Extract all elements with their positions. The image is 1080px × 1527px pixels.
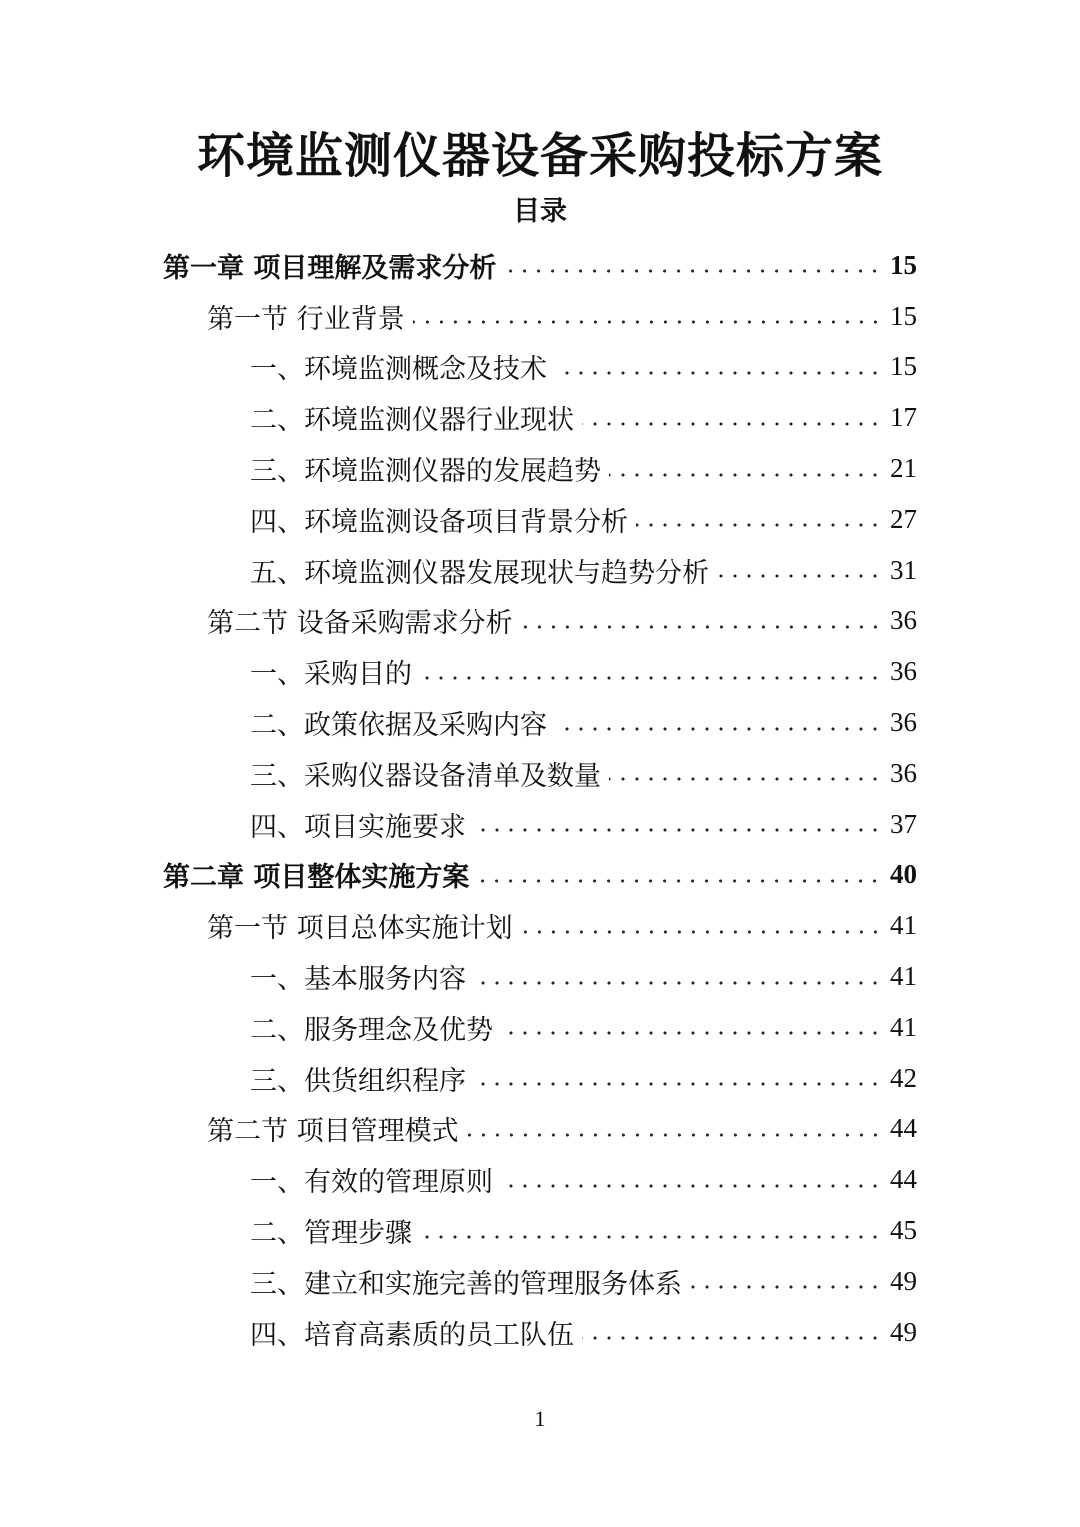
dot-leader bbox=[690, 1285, 882, 1289]
toc-entry-page: 36 bbox=[890, 707, 917, 738]
toc-entry-page: 41 bbox=[890, 1011, 917, 1042]
toc-entry-page: 17 bbox=[890, 402, 917, 433]
dot-leader bbox=[582, 1336, 882, 1340]
toc-entry-page: 41 bbox=[890, 910, 917, 941]
toc-entry-subsection[interactable] bbox=[0, 1256, 1080, 1307]
toc-entry-subsection[interactable] bbox=[0, 1205, 1080, 1256]
toc-entry-page: 15 bbox=[890, 351, 917, 382]
toc-entry-label: 第二章 项目整体实施方案 bbox=[163, 862, 470, 894]
toc-entry-page: 42 bbox=[890, 1062, 917, 1093]
toc-entry-subsection[interactable] bbox=[0, 646, 1080, 697]
toc-entry-label: 二、环境监测仪器行业现状 bbox=[250, 405, 574, 437]
dot-leader bbox=[467, 1133, 882, 1137]
toc-entry-page: 49 bbox=[890, 1316, 917, 1347]
dot-leader bbox=[609, 777, 882, 781]
toc-heading: 目录 bbox=[513, 196, 567, 227]
toc-entry-subsection[interactable] bbox=[0, 1053, 1080, 1104]
toc-entry-page: 31 bbox=[890, 554, 917, 585]
toc-entry-subsection[interactable] bbox=[0, 545, 1080, 596]
dot-leader bbox=[521, 625, 882, 629]
toc-entry-label: 一、有效的管理原则 bbox=[250, 1167, 493, 1199]
toc-entry-label: 一、基本服务内容 bbox=[250, 964, 466, 996]
toc-entry-subsection[interactable] bbox=[0, 799, 1080, 850]
toc-entry-subsection[interactable] bbox=[0, 443, 1080, 494]
dot-leader bbox=[474, 828, 882, 832]
dot-leader bbox=[609, 473, 882, 477]
toc-entry-page: 44 bbox=[890, 1113, 917, 1144]
dot-leader bbox=[501, 1184, 882, 1188]
toc-entry-page: 44 bbox=[890, 1164, 917, 1195]
toc-entry-subsection[interactable] bbox=[0, 342, 1080, 393]
page-number: 1 bbox=[534, 1406, 546, 1431]
toc-entry-page: 15 bbox=[890, 249, 917, 280]
document-title: 环境监测仪器设备采购投标方案 bbox=[196, 128, 883, 184]
toc-entry-section[interactable] bbox=[0, 596, 1080, 647]
toc-entry-label: 三、采购仪器设备清单及数量 bbox=[250, 760, 601, 792]
toc-entry-subsection[interactable] bbox=[0, 951, 1080, 1002]
toc-entry-section[interactable] bbox=[0, 900, 1080, 951]
toc-entry-label: 第一节 行业背景 bbox=[207, 303, 405, 335]
toc-entry-label: 二、服务理念及优势 bbox=[250, 1014, 493, 1046]
toc-entry-page: 15 bbox=[890, 300, 917, 331]
dot-leader bbox=[474, 981, 882, 985]
toc-entry-subsection[interactable] bbox=[0, 494, 1080, 545]
toc-entry-label: 第二节 项目管理模式 bbox=[207, 1116, 459, 1148]
dot-leader bbox=[636, 523, 882, 527]
toc-entry-page: 45 bbox=[890, 1215, 917, 1246]
toc-entry-section[interactable] bbox=[0, 1104, 1080, 1155]
dot-leader bbox=[474, 1082, 882, 1086]
dot-leader bbox=[717, 574, 882, 578]
toc-entry-label: 二、政策依据及采购内容 bbox=[250, 710, 547, 742]
toc-entry-label: 第一章 项目理解及需求分析 bbox=[163, 252, 497, 284]
toc-entry-page: 27 bbox=[890, 503, 917, 534]
toc-entry-subsection[interactable] bbox=[0, 392, 1080, 443]
toc-entry-label: 三、环境监测仪器的发展趋势 bbox=[250, 456, 601, 488]
dot-leader bbox=[555, 727, 882, 731]
toc-entry-page: 36 bbox=[890, 656, 917, 687]
toc-entry-chapter[interactable] bbox=[0, 850, 1080, 901]
toc-entry-label: 第二节 设备采购需求分析 bbox=[207, 608, 513, 640]
table-of-contents bbox=[0, 240, 1080, 1358]
toc-entry-label: 五、环境监测仪器发展现状与趋势分析 bbox=[250, 557, 709, 589]
toc-entry-label: 三、供货组织程序 bbox=[250, 1065, 466, 1097]
dot-leader bbox=[420, 676, 882, 680]
toc-entry-page: 37 bbox=[890, 808, 917, 839]
toc-entry-page: 36 bbox=[890, 605, 917, 636]
dot-leader bbox=[413, 320, 882, 324]
dot-leader bbox=[555, 371, 882, 375]
toc-entry-subsection[interactable] bbox=[0, 1154, 1080, 1205]
toc-entry-label: 第一节 项目总体实施计划 bbox=[207, 913, 513, 945]
dot-leader bbox=[521, 930, 882, 934]
toc-entry-label: 一、采购目的 bbox=[250, 659, 412, 691]
toc-entry-subsection[interactable] bbox=[0, 1307, 1080, 1358]
toc-entry-chapter[interactable] bbox=[0, 240, 1080, 291]
toc-entry-label: 三、建立和实施完善的管理服务体系 bbox=[250, 1268, 682, 1300]
toc-entry-subsection[interactable] bbox=[0, 1002, 1080, 1053]
toc-entry-page: 21 bbox=[890, 453, 917, 484]
toc-entry-label: 四、环境监测设备项目背景分析 bbox=[250, 506, 628, 538]
toc-entry-subsection[interactable] bbox=[0, 697, 1080, 748]
toc-entry-page: 40 bbox=[890, 859, 917, 890]
dot-leader bbox=[504, 269, 882, 273]
dot-leader bbox=[582, 422, 882, 426]
dot-leader bbox=[420, 1235, 882, 1239]
toc-entry-section[interactable] bbox=[0, 291, 1080, 342]
toc-entry-label: 一、环境监测概念及技术 bbox=[250, 354, 547, 386]
dot-leader bbox=[501, 1031, 882, 1035]
toc-entry-page: 49 bbox=[890, 1265, 917, 1296]
dot-leader bbox=[477, 879, 882, 883]
toc-entry-page: 41 bbox=[890, 961, 917, 992]
toc-entry-label: 四、项目实施要求 bbox=[250, 811, 466, 843]
toc-entry-page: 36 bbox=[890, 757, 917, 788]
toc-entry-label: 二、管理步骤 bbox=[250, 1218, 412, 1250]
toc-entry-subsection[interactable] bbox=[0, 748, 1080, 799]
toc-entry-label: 四、培育高素质的员工队伍 bbox=[250, 1319, 574, 1351]
